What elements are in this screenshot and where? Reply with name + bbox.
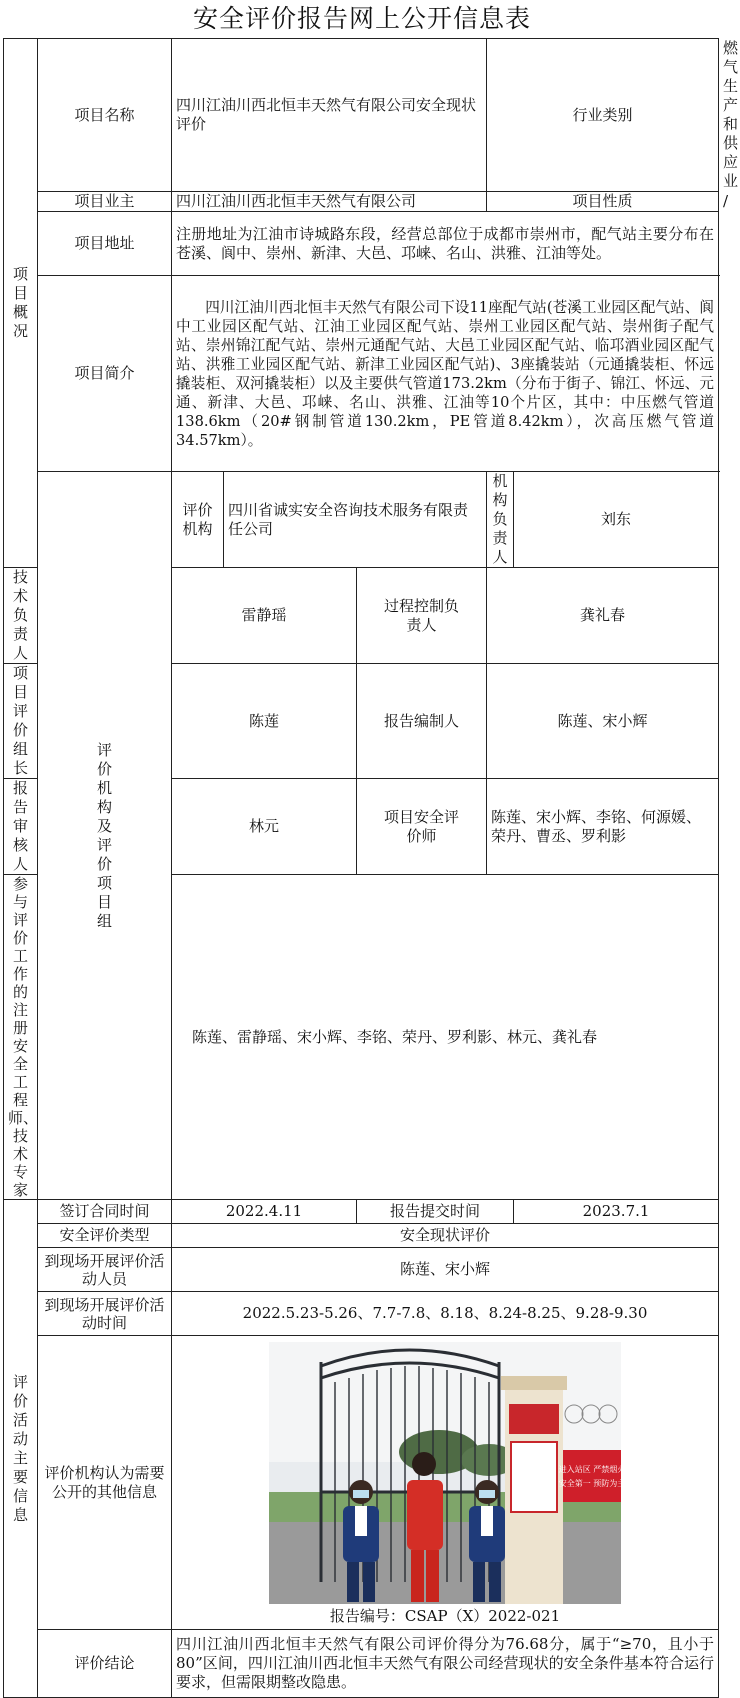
nature-label: 项目性质 [487, 192, 719, 212]
photo-cell [172, 1336, 719, 1630]
owner-label: 项目业主 [38, 192, 172, 212]
section-project: 项目概况 [4, 39, 38, 568]
type-label: 安全评价类型 [38, 1224, 172, 1248]
submit-label: 报告提交时间 [357, 1200, 514, 1224]
contract-label: 签订合同时间 [38, 1200, 172, 1224]
section-org: 评价机构及评价项目组 [38, 472, 172, 1200]
reviewer-label: 报告审核人 [4, 779, 38, 875]
head: 刘东 [514, 472, 719, 568]
experts: 陈莲、雷静瑶、宋小辉、李铭、荣丹、罗利影、林元、龚礼春 [172, 875, 719, 1200]
evaluators-label: 项目安全评价师 [357, 779, 487, 875]
contract: 2022.4.11 [172, 1200, 357, 1224]
conclusion-label: 评价结论 [38, 1630, 172, 1698]
tech-label: 技术负责人 [4, 568, 38, 664]
gate-sign-line2: 安全第一 预防为主 [558, 1479, 626, 1488]
submit: 2023.7.1 [514, 1200, 719, 1224]
reviewer: 林元 [172, 779, 357, 875]
intro-label: 项目简介 [38, 276, 172, 472]
time-label: 到现场开展评价活动时间 [38, 1292, 172, 1336]
process-label: 过程控制负责人 [357, 568, 487, 664]
owner: 四川江油川西北恒丰天然气有限公司 [172, 192, 487, 212]
project-intro: 四川江油川西北恒丰天然气有限公司下设11座配气站(苍溪工业园区配气站、阆中工业园区配气站、江油工业园区配气站、崇州工业园区配气站、崇州街子配气站、崇州锦江配气站、崇州元通配气站、大邑工业园区配气站、临邛酒业园区配气站、洪雅工业园区配气站、新津工业园区配气站)、3座撬装站（元通撬装柜、怀远撬装柜、双河撬装柜）以及主要供气管道173.2km（分布于街子、锦江、怀远、元通、新津、大邑、邛崃、名山、洪雅、江油等10个片区，其中：中压燃气管道138.6km（20#钢制管道130.2km，PE管道8.42km），次高压燃气管道34.57km）。 [172, 276, 719, 472]
leader-label: 项目评价组长 [4, 664, 38, 779]
staff: 陈莲、宋小辉 [172, 1248, 719, 1292]
page-title: 安全评价报告网上公开信息表 [192, 4, 531, 33]
industry-label: 行业类别 [487, 39, 719, 192]
project-name: 四川江油川西北恒丰天然气有限公司安全现状评价 [172, 39, 487, 192]
report-number: 报告编号：CSAP（X）2022-021 [329, 1607, 561, 1625]
tech: 雷静瑶 [172, 568, 357, 664]
writer-label: 报告编制人 [357, 664, 487, 779]
experts-label: 参与评价工作的注册安全工程师、技术专家 [4, 875, 38, 1200]
other-label: 评价机构认为需要公开的其他信息 [38, 1336, 172, 1630]
agency-label: 评价机构 [172, 472, 224, 568]
evaluators: 陈莲、宋小辉、李铭、何源媛、荣丹、曹丞、罗利影 [487, 779, 719, 875]
agency: 四川省诚实安全咨询技术服务有限责任公司 [224, 472, 487, 568]
head-label: 机构负责人 [487, 472, 514, 568]
writer: 陈莲、宋小辉 [487, 664, 719, 779]
staff-label: 到现场开展评价活动人员 [38, 1248, 172, 1292]
activity-time: 2022.5.23-5.26、7.7-7.8、8.18、8.24-8.25、9.28-9.30 [172, 1292, 719, 1336]
eval-type: 安全现状评价 [172, 1224, 719, 1248]
process: 龚礼春 [487, 568, 719, 664]
section-activity: 评价活动主要信息 [4, 1200, 38, 1698]
conclusion: 四川江油川西北恒丰天然气有限公司评价得分为76.68分，属于“≥70，且小于80”区间，四川江油川西北恒丰天然气有限公司经营现状的安全条件基本符合运行要求，但需限期整改隐患。 [172, 1630, 719, 1698]
site-photo [269, 1342, 626, 1604]
address: 注册地址为江油市诗城路东段，经营总部位于成都市崇州市，配气站主要分布在苍溪、阆中、崇州、新津、大邑、邛崃、名山、洪雅、江油等处。 [172, 212, 719, 276]
project-name-label: 项目名称 [38, 39, 172, 192]
address-label: 项目地址 [38, 212, 172, 276]
gate-sign-line1: 进入站区 严禁烟火 [558, 1465, 626, 1474]
info-table: 项目概况 项目名称 四川江油川西北恒丰天然气有限公司安全现状评价 行业类别 燃气生产和供应业 项目业主 四川江油川西北恒丰天然气有限公司 项目性质 / 项目地址 注册地址为江油市诗城路东段，经营总部位于成都市崇州市，配气站主要分布在苍溪、阆中、崇州、新津、大邑、邛崃、名山、洪雅、江油等处。 项目简介 四川江油川西北恒丰天然气有限公司下设11座配气站(苍溪工业园区配气站、阆中工业园区配气站、江油工业园区配气站、崇州工业园区配气站、崇州街子配气站、崇州锦江配气站、崇州元通配气站、大邑工业园区配气站、临邛酒业园区配气站、洪雅工业园区配气站、新津工业园区配气站)、3座撬装站（元通撬装柜、怀远撬装柜、双河撬装柜）以及主要供气管道173.2km（分布于街子、锦江、怀远、元通、新津、大邑、邛崃、名山、洪雅、江油等10个片区，其中：中压燃气管道138.6km（20#钢制管道130.2km，PE管道8.42km），次高压燃气管道34.57km）。 评价机构及评价项目组 评价机构 四川省诚实安全咨询技术服务有限责任公司 机构负责人 刘东 技术负责人 雷静瑶 过程控制负责人 龚礼春 项目评价组长 陈莲 报告编制人 陈莲、宋小辉 报告审核人 林元 项目安全评价师 陈莲、宋小辉、李铭、何源媛、荣丹、曹丞、罗利影 参与评价工作的注册安全工程师、技术专家 陈莲、雷静瑶、宋小辉、李铭、荣丹、罗利影、林元、龚礼春 评价活动主要信息 签订合同时间 2022.4.11 报告提交时间 2023.7.1 安全评价类型 安全现状评价 到现场开展评价活动人员 陈莲、宋小辉 到现场开展评价活动时间 2022.5.23-5.26、7.7-7.8、8.18、8.24-8.25、9.28-9.30 评价机构认为需要公开的其他信息 进入站区 严禁烟火 安全第一 预防为主 报告编号：CSAP（X）2022-021 评价结论 四川江油川西北恒丰天然气有限公司评价得分为76.68分，属于“≥70，且小于80”区间，四川江油川西北恒丰天然气有限公司经营现状的安全条件基本符合运行要求，但需限期整改隐患。 [3, 38, 719, 1698]
leader: 陈莲 [172, 664, 357, 779]
